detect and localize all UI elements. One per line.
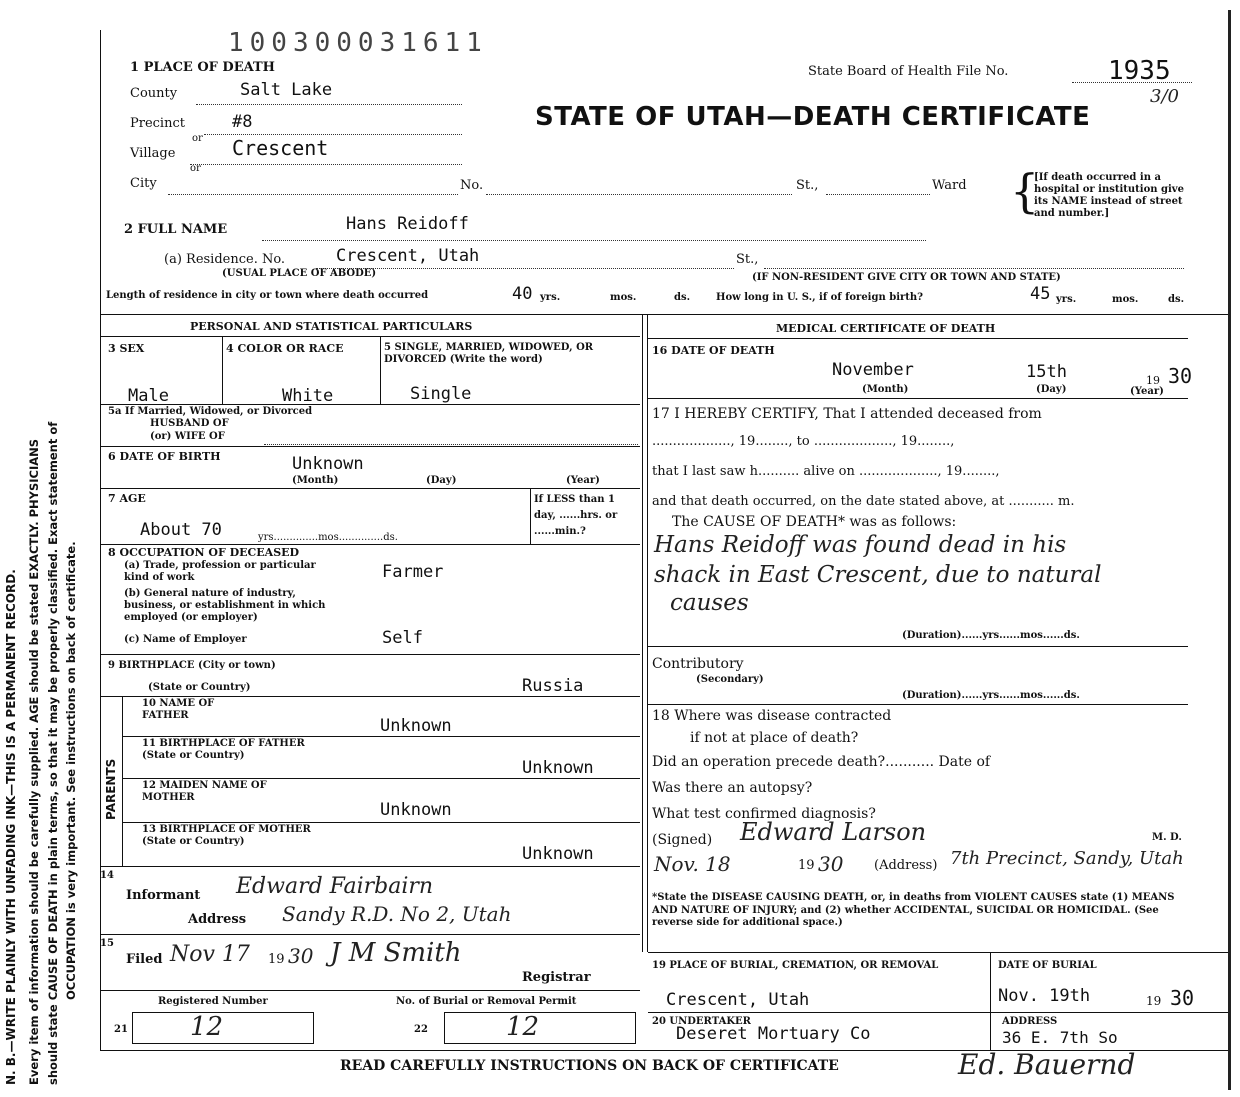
informant-label: Informant <box>126 888 201 903</box>
physician-address: 7th Precinct, Sandy, Utah <box>950 848 1184 869</box>
file-label: State Board of Health File No. <box>808 64 1009 79</box>
signed-date: Nov. 18 <box>654 852 731 876</box>
death-year: 30 <box>1168 364 1193 388</box>
burial-year: 30 <box>1170 986 1195 1010</box>
undertaker-address: 36 E. 7th So <box>1002 1028 1118 1047</box>
length-yrs: 40 <box>512 284 533 304</box>
usual-abode: (USUAL PLACE OF ABODE) <box>222 268 377 279</box>
section-top <box>100 314 1228 315</box>
mother-birthplace-value: Unknown <box>522 844 594 864</box>
margin-line-1: N. B.—WRITE PLAINLY WITH UNFADING INK—THIS IS A PERMANENT RECORD. <box>4 569 18 1085</box>
length-label: Length of residence in city or town where death occurred <box>106 290 429 301</box>
file-sub: 3/0 <box>1150 86 1179 107</box>
occupation-value: Farmer <box>382 562 444 582</box>
no-label: No. <box>460 178 484 193</box>
marital-value: Single <box>410 384 472 404</box>
hospital-note: [If death occurred in a hospital or institution give its NAME instead of street and number.] <box>1034 172 1184 219</box>
cause-line-3: causes <box>670 590 749 616</box>
frame-left <box>100 30 101 1050</box>
serial-number: 100300031611 <box>228 28 488 58</box>
burial-place: Crescent, Utah <box>666 990 810 1010</box>
sex-value: Male <box>128 386 169 406</box>
county-label: County <box>130 86 178 101</box>
burial-date: Nov. 19th <box>998 986 1091 1006</box>
informant-address-label: Address <box>188 912 247 927</box>
file-number: 1935 <box>1108 56 1171 86</box>
informant-value: Edward Fairbairn <box>236 874 434 899</box>
registrar-label: Registrar <box>522 970 591 985</box>
registered-number: 12 <box>190 1012 224 1042</box>
county-value: Salt Lake <box>240 80 333 100</box>
st-label: St., <box>796 178 819 193</box>
ward-label: Ward <box>932 178 967 193</box>
center-divider <box>642 314 643 952</box>
how-long-label: How long in U. S., if of foreign birth? <box>716 292 924 303</box>
physician-signature: Edward Larson <box>740 818 927 846</box>
margin-line-4: OCCUPATION is very important. See instructions on back of certificate. <box>64 541 78 1000</box>
full-name-label: 2 FULL NAME <box>124 222 228 237</box>
precinct-value: #8 <box>232 112 253 132</box>
cause-line-2: shack in East Crescent, due to natural <box>654 562 1102 588</box>
personal-header: PERSONAL AND STATISTICAL PARTICULARS <box>190 320 473 333</box>
color-value: White <box>282 386 334 406</box>
precinct-label: Precinct <box>130 116 185 131</box>
burial-permit-number: 12 <box>506 1012 540 1042</box>
filed-year: 30 <box>288 944 314 968</box>
age-value: About 70 <box>140 520 222 540</box>
mother-value: Unknown <box>380 800 452 820</box>
death-day: 15th <box>1026 362 1067 382</box>
place-label: 1 PLACE OF DEATH <box>130 60 275 75</box>
filed-date: Nov 17 <box>170 942 250 967</box>
employer-value: Self <box>382 628 423 648</box>
residence-label: (a) Residence. No. <box>164 252 286 267</box>
dob-value: Unknown <box>292 454 364 474</box>
village-value: Crescent <box>232 136 329 160</box>
residence-value: Crescent, Utah <box>336 246 480 266</box>
informant-address-value: Sandy R.D. No 2, Utah <box>282 902 512 926</box>
father-birthplace-value: Unknown <box>522 758 594 778</box>
instructions-footer: READ CAREFULLY INSTRUCTIONS ON BACK OF CERTIFICATE <box>340 1058 839 1074</box>
contributory-label: Contributory <box>652 656 744 672</box>
village-label: Village <box>130 146 176 161</box>
father-value: Unknown <box>380 716 452 736</box>
violent-causes-note: *State the DISEASE CAUSING DEATH, or, in deaths from VIOLENT CAUSES state (1) MEANS AND NATURE OF INJURY; and (2) whether ACCIDENTAL, SUICIDAL OR HOMICIDAL. (See reverse side for additional space.) <box>652 892 1175 928</box>
birthplace-value: Russia <box>522 676 584 696</box>
footer-signature: Ed. Bauernd <box>958 1048 1136 1081</box>
margin-line-3: should state CAUSE OF DEATH in plain terms, so that it may be properly classified. Exact statement of <box>46 421 60 1085</box>
certify-text: 17 I HEREBY CERTIFY, That I attended deceased from <box>652 406 1042 422</box>
filed-label: Filed <box>126 952 163 967</box>
how-long-yrs: 45 <box>1030 284 1051 304</box>
margin-line-2: Every item of information should be carefully supplied. AGE should be stated EXACTLY. PHYSICIANS <box>27 438 41 1085</box>
medical-header: MEDICAL CERTIFICATE OF DEATH <box>776 322 996 335</box>
city-label: City <box>130 176 157 191</box>
certificate-title: STATE OF UTAH—DEATH CERTIFICATE <box>535 102 1091 132</box>
registrar-signature: J M Smith <box>330 938 462 968</box>
parents-label: PARENTS <box>104 758 118 820</box>
signed-year: 30 <box>818 852 844 876</box>
cause-line-1: Hans Reidoff was found dead in his <box>654 532 1067 558</box>
non-resident-note: (IF NON-RESIDENT GIVE CITY OR TOWN AND STATE) <box>752 272 1061 283</box>
full-name-value: Hans Reidoff <box>346 214 469 234</box>
death-month: November <box>832 360 914 380</box>
cause-label: The CAUSE OF DEATH* was as follows: <box>672 514 957 530</box>
hospital-brace: { <box>1010 164 1040 218</box>
undertaker-value: Deseret Mortuary Co <box>676 1024 871 1044</box>
frame-right <box>1228 10 1231 1090</box>
